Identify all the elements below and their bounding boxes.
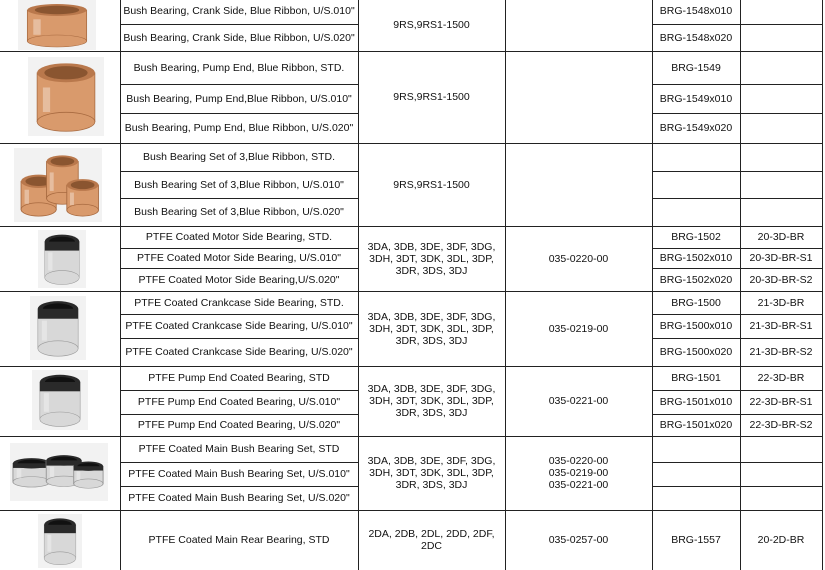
applicable-models: 9RS,9RS1-1500: [393, 91, 470, 103]
kit-number: 22-3D-BR-S2: [749, 419, 813, 431]
applicable-models: 3DA, 3DB, 3DE, 3DF, 3DG, 3DH, 3DT, 3DK, 3DL, 3DP, 3DR, 3DS, 3DJ: [367, 240, 496, 277]
bearing-description: PTFE Pump End Coated Bearing, STD: [148, 372, 330, 384]
applicable-models: 2DA, 2DB, 2DL, 2DD, 2DF, 2DC: [368, 528, 495, 552]
part-number: [653, 437, 739, 461]
kit-number: [741, 199, 821, 225]
oem-part-number: [506, 0, 651, 50]
oem-part-number: 035-0219-00: [548, 322, 609, 335]
part-number: BRG-1501: [671, 372, 721, 384]
part-number: BRG-1557: [671, 534, 721, 546]
bearing-description: PTFE Coated Main Rear Bearing, STD: [148, 534, 330, 546]
kit-number: 21-3D-BR-S1: [749, 320, 813, 332]
part-number: [653, 172, 739, 197]
kit-number: [741, 25, 821, 50]
kit-number: 22-3D-BR: [757, 372, 805, 384]
bearing-description: Bush Bearing Set of 3,Blue Ribbon, STD.: [142, 151, 336, 163]
copper-bush-bearing-set-of-3-photo: [14, 148, 102, 222]
part-number: [653, 487, 739, 509]
kit-number: 21-3D-BR: [757, 296, 805, 309]
kit-number: [741, 85, 821, 112]
part-number: BRG-1501x020: [659, 419, 733, 431]
part-number: [653, 463, 739, 485]
bearing-description: PTFE Coated Main Bush Bearing Set, U/S.010": [128, 468, 350, 480]
bearing-description: Bush Bearing, Crank Side, Blue Ribbon, U/S.020": [123, 31, 355, 44]
bearing-description: PTFE Coated Motor Side Bearing, STD.: [145, 231, 333, 243]
bearing-description: Bush Bearing, Pump End,Blue Ribbon, U/S.010": [126, 92, 352, 105]
oem-part-number: 035-0257-00: [548, 534, 609, 546]
kit-number: [741, 487, 821, 509]
table-column-border: [822, 0, 823, 570]
part-number: BRG-1549: [671, 61, 721, 74]
oem-part-number: 035-0220-00: [548, 252, 609, 265]
bearing-description: PTFE Coated Main Bush Bearing Set, STD: [138, 443, 340, 455]
kit-number: 20-3D-BR: [757, 231, 805, 243]
part-number: BRG-1500x020: [659, 346, 733, 358]
part-number: BRG-1548x010: [659, 5, 733, 17]
kit-number: [741, 114, 821, 142]
part-number: BRG-1501x010: [659, 396, 733, 408]
bearing-description: PTFE Coated Crankcase Side Bearing, STD.: [134, 296, 344, 309]
kit-number: 21-3D-BR-S2: [749, 346, 813, 358]
part-number: BRG-1502x020: [659, 273, 733, 286]
applicable-models: 9RS,9RS1-1500: [393, 18, 470, 31]
kit-number: [741, 52, 821, 83]
oem-part-number: [506, 144, 651, 225]
ptfe-motor-side-bearing-photo: [38, 230, 86, 288]
kit-number: [741, 172, 821, 197]
kit-number: [741, 437, 821, 461]
part-number: BRG-1502: [671, 231, 721, 243]
kit-number: 20-3D-BR-S1: [749, 252, 813, 264]
part-number: BRG-1548x020: [659, 31, 733, 44]
part-number: [653, 199, 739, 225]
kit-number: [741, 463, 821, 485]
kit-number: [741, 144, 821, 170]
ptfe-crankcase-side-bearing-photo: [30, 296, 86, 360]
bearing-description: PTFE Coated Crankcase Side Bearing, U/S.010": [125, 320, 353, 332]
part-number: BRG-1549x010: [659, 92, 733, 105]
kit-number: 22-3D-BR-S1: [749, 396, 813, 408]
bearing-description: PTFE Coated Motor Side Bearing, U/S.010": [137, 252, 341, 264]
ptfe-pump-end-bearing-photo: [32, 370, 88, 430]
copper-bush-bearing-crank-side-photo: [18, 0, 96, 50]
ptfe-main-rear-bearing-photo: [38, 514, 82, 568]
bearing-description: PTFE Coated Main Bush Bearing Set, U/S.020": [128, 492, 350, 504]
oem-part-number: 035-0220-00 035-0219-00 035-0221-00: [548, 455, 609, 491]
applicable-models: 3DA, 3DB, 3DE, 3DF, 3DG, 3DH, 3DT, 3DK, 3DL, 3DP, 3DR, 3DS, 3DJ: [367, 383, 496, 419]
kit-number: 20-2D-BR: [757, 534, 805, 546]
bearing-description: Bush Bearing, Pump End, Blue Ribbon, U/S.020": [124, 122, 354, 134]
part-number: [653, 144, 739, 170]
part-number: BRG-1500x010: [659, 320, 733, 332]
oem-part-number: [506, 52, 651, 142]
bearing-description: PTFE Coated Motor Side Bearing,U/S.020": [138, 273, 340, 286]
applicable-models: 3DA, 3DB, 3DE, 3DF, 3DG, 3DH, 3DT, 3DK, 3DL, 3DP, 3DR, 3DS, 3DJ: [367, 310, 496, 347]
bearing-description: Bush Bearing Set of 3,Blue Ribbon, U/S.020": [134, 206, 344, 218]
part-number: BRG-1549x020: [659, 122, 733, 134]
bearing-description: Bush Bearing Set of 3,Blue Ribbon, U/S.010": [134, 178, 344, 191]
bearing-description: PTFE Pump End Coated Bearing, U/S.010": [137, 396, 341, 408]
part-number: BRG-1500: [671, 296, 721, 309]
kit-number: [741, 0, 821, 23]
ptfe-main-bush-bearing-set-photo: [10, 443, 108, 501]
bearing-description: PTFE Pump End Coated Bearing, U/S.020": [137, 419, 341, 431]
applicable-models: 3DA, 3DB, 3DE, 3DF, 3DG, 3DH, 3DT, 3DK, 3DL, 3DP, 3DR, 3DS, 3DJ: [367, 455, 496, 491]
part-number: BRG-1502x010: [659, 252, 733, 264]
bearing-description: PTFE Coated Crankcase Side Bearing, U/S.020": [125, 346, 353, 358]
kit-number: 20-3D-BR-S2: [749, 273, 813, 286]
bearing-description: Bush Bearing, Pump End, Blue Ribbon, STD.: [133, 61, 345, 74]
copper-bush-bearing-pump-end-photo: [28, 57, 104, 136]
bearing-description: Bush Bearing, Crank Side, Blue Ribbon, U/S.010": [123, 5, 355, 17]
applicable-models: 9RS,9RS1-1500: [393, 178, 470, 191]
oem-part-number: 035-0221-00: [548, 395, 609, 407]
